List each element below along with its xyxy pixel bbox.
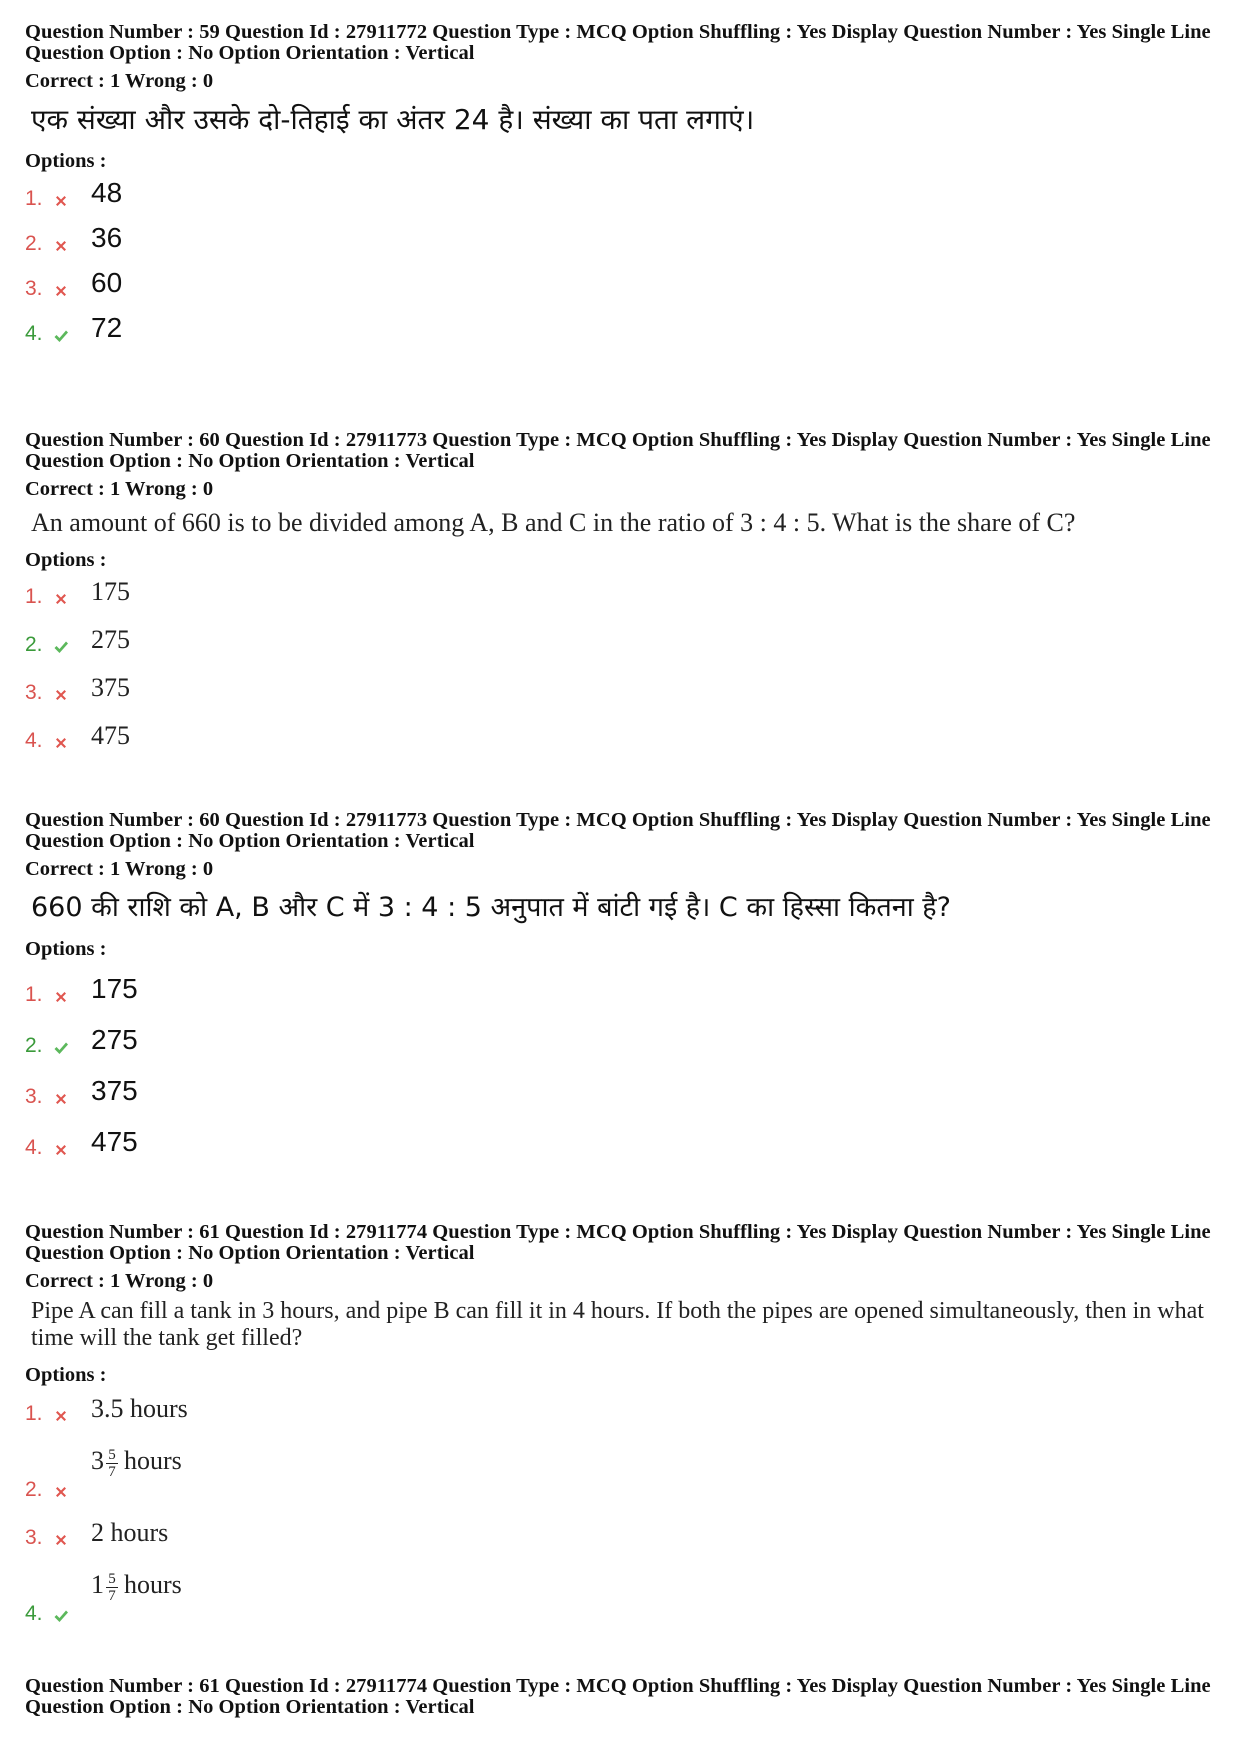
score-info: Correct : 1 Wrong : 0 <box>25 478 214 500</box>
question-text: Pipe A can fill a tank in 3 hours, and pipe B can fill it in 4 hours. If both the pipes are opened simultaneously, then in what time will the tank get filled? <box>31 1298 1204 1351</box>
question-text: An amount of 660 is to be divided among A, B and C in the ratio of 3 : 4 : 5. What is the share of C? <box>31 508 1076 537</box>
cross-icon <box>53 283 69 299</box>
option-number: 2. <box>25 1478 43 1501</box>
option-4 <box>25 1113 1215 1164</box>
option-number: 1. <box>25 983 43 1006</box>
check-icon <box>53 1608 69 1624</box>
cross-icon <box>53 687 69 703</box>
option-value: 475 <box>91 721 130 750</box>
option-value <box>91 1570 182 1604</box>
question-text: एक संख्या और उसके दो-तिहाई का अंतर 24 है। संख्या का पता लगाएं। <box>31 103 755 136</box>
option-3 <box>25 661 1215 709</box>
cross-icon <box>53 735 69 751</box>
option-number: 2. <box>25 232 43 255</box>
check-icon <box>53 639 69 655</box>
option-value: 275 <box>91 1024 138 1055</box>
options-label: Options : <box>25 150 107 172</box>
option-number: 1. <box>25 585 43 608</box>
option-value: 375 <box>91 673 130 702</box>
fraction-numerator: 5 <box>108 1571 116 1587</box>
option-1 <box>25 1382 1215 1430</box>
cross-icon <box>53 1408 69 1424</box>
option-1 <box>25 170 1215 215</box>
cross-icon <box>53 1091 69 1107</box>
option-number: 3. <box>25 681 43 704</box>
fraction-denominator: 7 <box>108 1588 116 1604</box>
fraction-unit: hours <box>124 1446 182 1476</box>
option-number: 2. <box>25 633 43 656</box>
option-3 <box>25 260 1215 305</box>
cross-icon <box>53 591 69 607</box>
option-4 <box>25 305 1215 350</box>
cross-icon <box>53 1484 69 1500</box>
option-number: 4. <box>25 1136 43 1159</box>
cross-icon <box>53 193 69 209</box>
option-2 <box>25 613 1215 661</box>
option-4 <box>25 709 1215 757</box>
fraction-unit: hours <box>124 1570 182 1600</box>
fraction-whole: 1 <box>91 1570 104 1600</box>
option-value: 72 <box>91 312 123 343</box>
option-2 <box>25 215 1215 260</box>
option-value: 2 hours <box>91 1518 169 1547</box>
question-block-60-hi <box>25 810 1215 1164</box>
option-number: 3. <box>25 1526 43 1549</box>
option-2 <box>25 1430 1215 1506</box>
check-icon <box>53 1040 69 1056</box>
cross-icon <box>53 238 69 254</box>
options-label: Options : <box>25 1364 107 1386</box>
score-info: Correct : 1 Wrong : 0 <box>25 1270 214 1292</box>
cross-icon <box>53 1532 69 1548</box>
option-value: 36 <box>91 222 123 253</box>
option-value: 275 <box>91 625 130 654</box>
cross-icon <box>53 1142 69 1158</box>
score-info: Correct : 1 Wrong : 0 <box>25 858 214 880</box>
option-value: 375 <box>91 1075 138 1106</box>
question-meta: Question Number : 61 Question Id : 27911774 Question Type : MCQ Option Shuffling : Yes Display Question Number : Yes Single Line Question Option : No Option Orientation : Vertical <box>25 1221 1211 1264</box>
option-value: 175 <box>91 973 138 1004</box>
options-label: Options : <box>25 938 107 960</box>
fraction-whole: 3 <box>91 1446 104 1476</box>
option-number: 4. <box>25 322 43 345</box>
option-value: 475 <box>91 1126 138 1157</box>
cross-icon <box>53 989 69 1005</box>
question-meta: Question Number : 61 Question Id : 27911774 Question Type : MCQ Option Shuffling : Yes Display Question Number : Yes Single Line Question Option : No Option Orientation : Vertical <box>25 1675 1211 1718</box>
question-block-61-hi <box>25 1676 1215 1718</box>
check-icon <box>53 328 69 344</box>
fraction-numerator: 5 <box>108 1447 116 1463</box>
question-block-59 <box>25 22 1215 350</box>
option-value: 48 <box>91 177 123 208</box>
option-number: 4. <box>25 729 43 752</box>
option-number: 1. <box>25 187 43 210</box>
option-4 <box>25 1554 1215 1630</box>
option-3 <box>25 1062 1215 1113</box>
option-1 <box>25 565 1215 613</box>
question-block-61-en <box>25 1222 1215 1630</box>
option-number: 1. <box>25 1402 43 1425</box>
option-3 <box>25 1506 1215 1554</box>
option-2 <box>25 1011 1215 1062</box>
option-number: 3. <box>25 277 43 300</box>
question-text: 660 की राशि को A, B और C में 3 : 4 : 5 अनुपात में बांटी गई है। C का हिस्सा कितना है? <box>31 892 951 923</box>
fraction <box>106 1571 118 1604</box>
question-meta: Question Number : 60 Question Id : 27911773 Question Type : MCQ Option Shuffling : Yes Display Question Number : Yes Single Line Question Option : No Option Orientation : Vertical <box>25 809 1211 852</box>
option-number: 4. <box>25 1602 43 1625</box>
question-meta: Question Number : 59 Question Id : 27911772 Question Type : MCQ Option Shuffling : Yes Display Question Number : Yes Single Line Question Option : No Option Orientation : Vertical <box>25 21 1211 64</box>
options-label: Options : <box>25 549 107 571</box>
score-info: Correct : 1 Wrong : 0 <box>25 70 214 92</box>
question-block-60-en <box>25 430 1215 757</box>
option-value: 175 <box>91 577 130 606</box>
option-1 <box>25 960 1215 1011</box>
option-value: 3.5 hours <box>91 1394 188 1423</box>
fraction-denominator: 7 <box>108 1464 116 1480</box>
question-meta: Question Number : 60 Question Id : 27911773 Question Type : MCQ Option Shuffling : Yes Display Question Number : Yes Single Line Question Option : No Option Orientation : Vertical <box>25 429 1211 472</box>
option-value <box>91 1446 182 1480</box>
option-number: 3. <box>25 1085 43 1108</box>
option-value: 60 <box>91 267 123 298</box>
fraction <box>106 1447 118 1480</box>
option-number: 2. <box>25 1034 43 1057</box>
